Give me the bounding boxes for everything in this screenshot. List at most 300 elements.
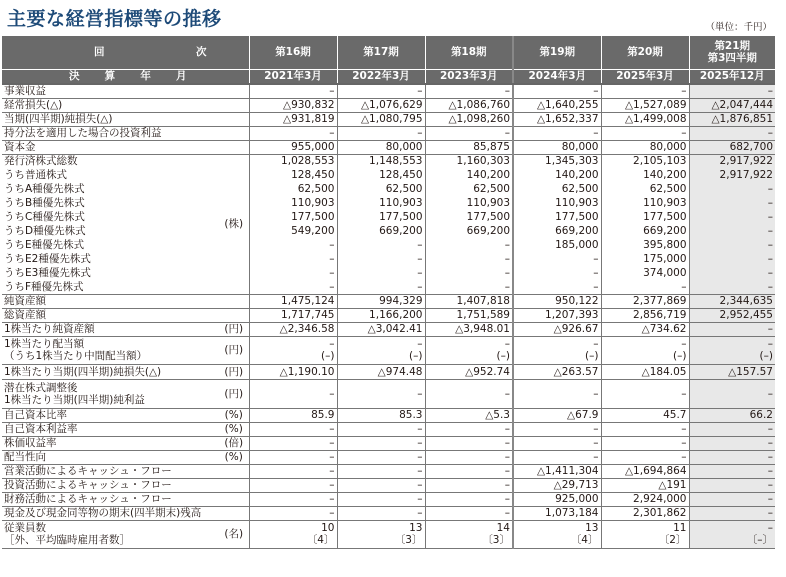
- row-label: 発行済株式総数: [4, 155, 78, 168]
- value-cell: –: [689, 422, 775, 436]
- row-unit: (%): [219, 408, 249, 422]
- value-cell: –: [601, 379, 689, 408]
- value-cell: 175,000: [601, 252, 689, 266]
- table-row: [2, 336, 775, 364]
- value-cell: 1,345,303: [513, 154, 601, 168]
- shares-unit: (株): [219, 154, 249, 294]
- value-cell: 62,500: [601, 182, 689, 196]
- table-row: [2, 154, 775, 168]
- value-cell: △1,527,089: [601, 98, 689, 112]
- value-cell: –: [601, 280, 689, 294]
- value-subtext: 〔4〕: [570, 534, 599, 546]
- value-cell: 1,028,553: [249, 154, 337, 168]
- value-cell: 395,800: [601, 238, 689, 252]
- row-label: 事業収益: [2, 84, 219, 98]
- row-label: うちF種優先株式: [2, 280, 219, 294]
- row-unit: [219, 464, 249, 478]
- financial-indicators-table: [2, 36, 775, 549]
- period-date: 2024年3月: [513, 69, 601, 84]
- header-label-wrap: [4, 70, 247, 82]
- header-period: [513, 36, 601, 69]
- value-cell: 2,377,869: [601, 294, 689, 308]
- value-cell: △2,346.58: [249, 322, 337, 336]
- header-label-char: 年: [140, 70, 151, 83]
- value-text: –: [417, 338, 423, 350]
- period-name: 第17期: [363, 46, 399, 59]
- value-cell: –: [513, 84, 601, 98]
- value-cell: 669,200: [513, 224, 601, 238]
- value-cell: –: [689, 252, 775, 266]
- row-label: 経常損失(△): [2, 98, 219, 112]
- value-text: –: [504, 338, 510, 350]
- value-cell: △2,047,444: [689, 98, 775, 112]
- period-date: 2025年3月: [601, 69, 689, 84]
- value-cell: 80,000: [337, 140, 425, 154]
- value-subtext: (–): [409, 350, 423, 362]
- row-label: うちA種優先株式: [4, 183, 85, 195]
- value-cell: –: [425, 492, 513, 506]
- value-cell: 45.7: [601, 408, 689, 422]
- table-row: [2, 238, 775, 252]
- value-cell: –: [513, 379, 601, 408]
- value-cell: –: [513, 450, 601, 464]
- value-cell: 140,200: [601, 168, 689, 182]
- value-cell: –: [337, 450, 425, 464]
- table-body: [2, 36, 775, 548]
- value-cell: –: [601, 436, 689, 450]
- value-cell: [249, 520, 337, 548]
- value-text: –: [767, 522, 773, 534]
- value-cell: –: [337, 84, 425, 98]
- value-text: 13: [585, 522, 599, 534]
- value-cell: 669,200: [425, 224, 513, 238]
- value-cell: –: [337, 280, 425, 294]
- row-unit: [219, 308, 249, 322]
- value-cell: –: [337, 252, 425, 266]
- value-text: 10: [321, 522, 335, 534]
- value-cell: [425, 520, 513, 548]
- value-cell: 955,000: [249, 140, 337, 154]
- value-cell: 62,500: [249, 182, 337, 196]
- value-cell: –: [249, 126, 337, 140]
- value-cell: 62,500: [337, 182, 425, 196]
- value-cell: [601, 336, 689, 364]
- value-cell: △1,640,255: [513, 98, 601, 112]
- row-label: 持分法を適用した場合の投資利益: [2, 126, 219, 140]
- value-cell: –: [337, 464, 425, 478]
- value-cell: –: [689, 224, 775, 238]
- table-row: [2, 168, 775, 182]
- value-cell: △974.48: [337, 364, 425, 379]
- row-unit: [219, 126, 249, 140]
- page-title: 主要な経営指標等の推移: [7, 8, 222, 30]
- value-subtext: 〔–〕: [746, 534, 773, 546]
- value-cell: △952.74: [425, 364, 513, 379]
- value-cell: [689, 336, 775, 364]
- value-cell: –: [513, 252, 601, 266]
- value-cell: 1,166,200: [337, 308, 425, 322]
- value-cell: 62,500: [513, 182, 601, 196]
- row-label: 現金及び現金同等物の期末(四半期末)残高: [2, 506, 219, 520]
- table-row: [2, 84, 775, 98]
- table-row: [2, 520, 775, 548]
- value-cell: –: [689, 436, 775, 450]
- value-text: 14: [496, 522, 510, 534]
- row-label-line2: 1株当たり当期(四半期)純利益: [4, 393, 145, 406]
- row-label: うちE種優先株式: [4, 239, 85, 251]
- row-label: うち普通株式: [4, 169, 67, 181]
- value-cell: –: [249, 252, 337, 266]
- value-cell: 110,903: [337, 196, 425, 210]
- row-label: うちE3種優先株式: [4, 267, 91, 279]
- value-text: –: [681, 338, 687, 350]
- value-cell: 140,200: [425, 168, 513, 182]
- table-row: [2, 422, 775, 436]
- value-cell: 2,301,862: [601, 506, 689, 520]
- table-row: [2, 408, 775, 422]
- value-text: 11: [673, 522, 687, 534]
- value-cell: [337, 520, 425, 548]
- value-cell: 2,917,922: [689, 154, 775, 168]
- table-row: [2, 464, 775, 478]
- period-name-line2: 第3四半期: [707, 52, 757, 65]
- row-label: 純資産額: [2, 294, 219, 308]
- value-cell: –: [689, 492, 775, 506]
- value-cell: 177,500: [249, 210, 337, 224]
- value-cell: –: [689, 464, 775, 478]
- value-cell: [249, 336, 337, 364]
- value-cell: –: [601, 450, 689, 464]
- header-label-char: 算: [104, 70, 116, 83]
- value-cell: –: [249, 280, 337, 294]
- value-cell: 2,917,922: [689, 168, 775, 182]
- row-label: 資本金: [2, 140, 219, 154]
- value-subtext: (–): [496, 350, 510, 362]
- table-row: [2, 280, 775, 294]
- header-period: [689, 36, 775, 69]
- value-cell: –: [689, 506, 775, 520]
- value-cell: –: [689, 478, 775, 492]
- row-label: [2, 336, 219, 364]
- value-cell: –: [689, 450, 775, 464]
- value-cell: –: [249, 238, 337, 252]
- table-row: [2, 478, 775, 492]
- table-row: [2, 379, 775, 408]
- row-label-line2: （うち1株当たり中間配当額）: [4, 350, 148, 362]
- table-row: [2, 492, 775, 506]
- value-cell: 925,000: [513, 492, 601, 506]
- value-subtext: 〔2〕: [658, 534, 687, 546]
- value-cell: 110,903: [249, 196, 337, 210]
- row-unit: [219, 98, 249, 112]
- period-name: 第21期: [714, 40, 751, 53]
- value-cell: [425, 336, 513, 364]
- row-unit: (円): [219, 322, 249, 336]
- row-label: [2, 379, 219, 408]
- value-cell: –: [513, 266, 601, 280]
- row-label: 1株当たり当期(四半期)純損失(△): [2, 364, 219, 379]
- row-label-line2: ［外、平均臨時雇用者数］: [4, 534, 130, 546]
- period-date: 2023年3月: [425, 69, 513, 84]
- value-cell: –: [249, 266, 337, 280]
- value-cell: 2,856,719: [601, 308, 689, 322]
- header-label-char: 月: [175, 70, 187, 83]
- value-cell: 1,148,553: [337, 154, 425, 168]
- value-cell: –: [689, 182, 775, 196]
- value-subtext: (–): [585, 350, 599, 362]
- value-cell: 1,073,184: [513, 506, 601, 520]
- value-cell: 2,952,455: [689, 308, 775, 322]
- value-cell: 140,200: [513, 168, 601, 182]
- value-cell: △29,713: [513, 478, 601, 492]
- value-cell: 2,924,000: [601, 492, 689, 506]
- value-cell: –: [601, 126, 689, 140]
- table-row: [2, 252, 775, 266]
- value-cell: △1,190.10: [249, 364, 337, 379]
- value-cell: –: [425, 84, 513, 98]
- value-cell: 80,000: [601, 140, 689, 154]
- row-label-line1: 従業員数: [4, 522, 46, 534]
- value-cell: △1,499,008: [601, 112, 689, 126]
- value-cell: △157.57: [689, 364, 775, 379]
- table-row: [2, 224, 775, 238]
- value-cell: –: [337, 422, 425, 436]
- value-cell: –: [337, 492, 425, 506]
- value-cell: 85.9: [249, 408, 337, 422]
- table-row: [2, 436, 775, 450]
- value-cell: 177,500: [601, 210, 689, 224]
- value-cell: △1,694,864: [601, 464, 689, 478]
- row-label: 営業活動によるキャッシュ・フロー: [2, 464, 219, 478]
- value-subtext: 〔3〕: [482, 534, 510, 546]
- value-cell: △1,411,304: [513, 464, 601, 478]
- value-cell: △67.9: [513, 408, 601, 422]
- value-cell: 1,407,818: [425, 294, 513, 308]
- table-row: [2, 294, 775, 308]
- header-period: [249, 36, 337, 69]
- value-cell: –: [689, 379, 775, 408]
- value-cell: 1,717,745: [249, 308, 337, 322]
- row-label-line1: 1株当たり配当額: [4, 338, 85, 350]
- value-cell: –: [249, 379, 337, 408]
- row-label: 総資産額: [2, 308, 219, 322]
- value-text: 13: [409, 522, 423, 534]
- header-label-char: 決: [69, 70, 80, 83]
- row-unit: [219, 112, 249, 126]
- value-cell: 1,207,393: [513, 308, 601, 322]
- value-cell: –: [337, 266, 425, 280]
- value-cell: 1,160,303: [425, 154, 513, 168]
- value-cell: △1,076,629: [337, 98, 425, 112]
- value-cell: 1,475,124: [249, 294, 337, 308]
- header-period: [425, 36, 513, 69]
- value-cell: 80,000: [513, 140, 601, 154]
- row-unit: [219, 492, 249, 506]
- period-name: 第20期: [627, 46, 663, 59]
- value-cell: –: [425, 478, 513, 492]
- value-cell: –: [425, 252, 513, 266]
- value-cell: △1,876,851: [689, 112, 775, 126]
- value-cell: –: [425, 280, 513, 294]
- row-label: うちC種優先株式: [4, 211, 85, 223]
- table-row: [2, 450, 775, 464]
- value-cell: 177,500: [337, 210, 425, 224]
- value-cell: 950,122: [513, 294, 601, 308]
- value-cell: 994,329: [337, 294, 425, 308]
- table-row: [2, 126, 775, 140]
- row-unit: (円): [219, 364, 249, 379]
- row-unit: (%): [219, 422, 249, 436]
- value-cell: –: [425, 379, 513, 408]
- period-name: 第16期: [275, 46, 311, 59]
- value-cell: 85,875: [425, 140, 513, 154]
- period-name: 第18期: [450, 46, 487, 59]
- value-cell: △263.57: [513, 364, 601, 379]
- header-label-char: 次: [196, 46, 207, 59]
- row-label: 自己資本比率: [2, 408, 219, 422]
- header-label-date: [2, 69, 249, 84]
- value-cell: –: [337, 238, 425, 252]
- value-text: –: [329, 338, 335, 350]
- value-cell: [601, 520, 689, 548]
- value-cell: –: [689, 210, 775, 224]
- value-cell: △734.62: [601, 322, 689, 336]
- value-cell: –: [425, 436, 513, 450]
- value-cell: –: [249, 464, 337, 478]
- row-label: うちB種優先株式: [4, 197, 85, 209]
- value-cell: 66.2: [689, 408, 775, 422]
- value-cell: △1,086,760: [425, 98, 513, 112]
- value-cell: –: [337, 478, 425, 492]
- header-label-wrap: [4, 46, 247, 58]
- row-label: [2, 520, 219, 548]
- value-cell: △1,098,260: [425, 112, 513, 126]
- value-cell: –: [249, 478, 337, 492]
- value-cell: 177,500: [513, 210, 601, 224]
- row-label: 自己資本利益率: [2, 422, 219, 436]
- value-cell: 682,700: [689, 140, 775, 154]
- value-cell: –: [337, 126, 425, 140]
- table-row: [2, 210, 775, 224]
- value-cell: 185,000: [513, 238, 601, 252]
- value-cell: △3,948.01: [425, 322, 513, 336]
- value-cell: –: [425, 506, 513, 520]
- header-label-char: 回: [94, 46, 105, 59]
- value-cell: –: [513, 280, 601, 294]
- header-period: [601, 36, 689, 69]
- period-date: 2022年3月: [337, 69, 425, 84]
- header-label-period: [2, 36, 249, 69]
- header-period: [337, 36, 425, 69]
- value-cell: 669,200: [601, 224, 689, 238]
- value-cell: 85.3: [337, 408, 425, 422]
- row-label: 配当性向: [2, 450, 219, 464]
- row-unit: (%): [219, 450, 249, 464]
- value-cell: △1,652,337: [513, 112, 601, 126]
- value-subtext: 〔4〕: [306, 534, 335, 546]
- value-cell: △5.3: [425, 408, 513, 422]
- table-row: [2, 182, 775, 196]
- value-cell: 374,000: [601, 266, 689, 280]
- value-cell: –: [249, 84, 337, 98]
- value-text: –: [593, 338, 599, 350]
- row-unit: [219, 478, 249, 492]
- value-cell: △930,832: [249, 98, 337, 112]
- value-cell: 62,500: [425, 182, 513, 196]
- header-row-date: [2, 69, 775, 84]
- value-cell: –: [513, 422, 601, 436]
- value-cell: –: [689, 266, 775, 280]
- value-cell: 110,903: [425, 196, 513, 210]
- value-cell: △931,819: [249, 112, 337, 126]
- value-cell: [513, 336, 601, 364]
- table-row: [2, 266, 775, 280]
- value-cell: –: [337, 436, 425, 450]
- value-subtext: 〔3〕: [394, 534, 423, 546]
- row-label: うちD種優先株式: [4, 225, 86, 237]
- row-unit: [219, 506, 249, 520]
- value-cell: –: [425, 126, 513, 140]
- period-date: 2021年3月: [249, 69, 337, 84]
- value-cell: –: [601, 84, 689, 98]
- row-unit: (名): [219, 520, 249, 548]
- table-row: [2, 140, 775, 154]
- value-cell: –: [425, 238, 513, 252]
- value-cell: –: [249, 492, 337, 506]
- value-cell: △3,042.41: [337, 322, 425, 336]
- table-row: [2, 308, 775, 322]
- value-cell: –: [513, 126, 601, 140]
- value-subtext: (–): [321, 350, 335, 362]
- value-cell: △1,080,795: [337, 112, 425, 126]
- value-cell: △926.67: [513, 322, 601, 336]
- value-cell: –: [425, 422, 513, 436]
- unit-note: （単位：千円）: [705, 22, 772, 33]
- value-cell: 177,500: [425, 210, 513, 224]
- value-cell: 110,903: [601, 196, 689, 210]
- row-unit: (円): [219, 379, 249, 408]
- period-date: 2025年12月: [689, 69, 775, 84]
- row-label: うちE2種優先株式: [4, 253, 91, 265]
- value-cell: 128,450: [249, 168, 337, 182]
- period-name: 第19期: [539, 46, 576, 59]
- value-cell: –: [689, 84, 775, 98]
- value-cell: –: [249, 450, 337, 464]
- value-cell: –: [337, 379, 425, 408]
- value-cell: 1,751,589: [425, 308, 513, 322]
- value-cell: △184.05: [601, 364, 689, 379]
- value-cell: 110,903: [513, 196, 601, 210]
- value-cell: –: [425, 450, 513, 464]
- value-cell: –: [689, 196, 775, 210]
- value-cell: –: [689, 280, 775, 294]
- table-row: [2, 112, 775, 126]
- value-cell: –: [249, 422, 337, 436]
- value-text: –: [767, 338, 773, 350]
- value-cell: –: [249, 436, 337, 450]
- table-row: [2, 98, 775, 112]
- row-label: 1株当たり純資産額: [2, 322, 219, 336]
- value-subtext: (–): [759, 350, 773, 362]
- row-unit: (倍): [219, 436, 249, 450]
- row-unit: [219, 84, 249, 98]
- value-cell: [337, 336, 425, 364]
- value-cell: –: [513, 436, 601, 450]
- value-cell: –: [689, 126, 775, 140]
- table-row: [2, 364, 775, 379]
- header-row-period: [2, 36, 775, 69]
- value-subtext: (–): [673, 350, 687, 362]
